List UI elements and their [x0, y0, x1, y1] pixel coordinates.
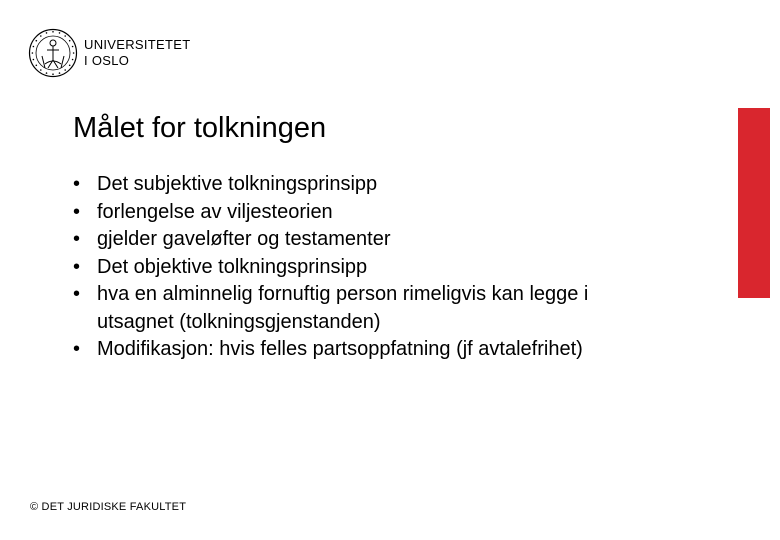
bullet-dot: • — [73, 200, 81, 223]
bullet-item — [73, 336, 633, 364]
bullet-dot: • — [73, 283, 81, 305]
bullet-text: Det subjektive tolkningsprinsipp — [97, 173, 378, 195]
university-name-line2: I OSLO — [84, 53, 130, 68]
footer-text: © DET JURIDISKE FAKULTET — [30, 501, 187, 513]
bullet-dot: • — [73, 338, 81, 360]
bullet-text: forlengelse av viljesteorien — [97, 200, 333, 223]
bullet-list — [73, 171, 633, 364]
bullet-item — [73, 281, 633, 336]
bullet-dot: • — [73, 173, 81, 195]
university-name — [84, 37, 190, 69]
bullet-dot: • — [73, 255, 81, 278]
bullet-item — [73, 199, 633, 227]
accent-bar — [738, 108, 770, 298]
bullet-text: hva en alminnelig fornuftig person rimeligvis kan legge i utsagnet (tolkningsgjenstanden) — [97, 283, 589, 333]
bullet-text: Modifikasjon: hvis felles partsoppfatning (jf avtalefrihet) — [97, 338, 583, 360]
slide-title: Målet for tolkningen — [73, 112, 327, 144]
bullet-dot: • — [73, 228, 81, 250]
university-name-line1: UNIVERSITETET — [84, 37, 191, 52]
bullet-text: gjelder gaveløfter og testamenter — [97, 228, 391, 250]
bullet-item — [73, 254, 633, 282]
bullet-item — [73, 171, 633, 199]
university-seal-icon — [28, 28, 78, 78]
bullet-item — [73, 226, 633, 254]
bullet-text: Det objektive tolkningsprinsipp — [97, 255, 368, 278]
